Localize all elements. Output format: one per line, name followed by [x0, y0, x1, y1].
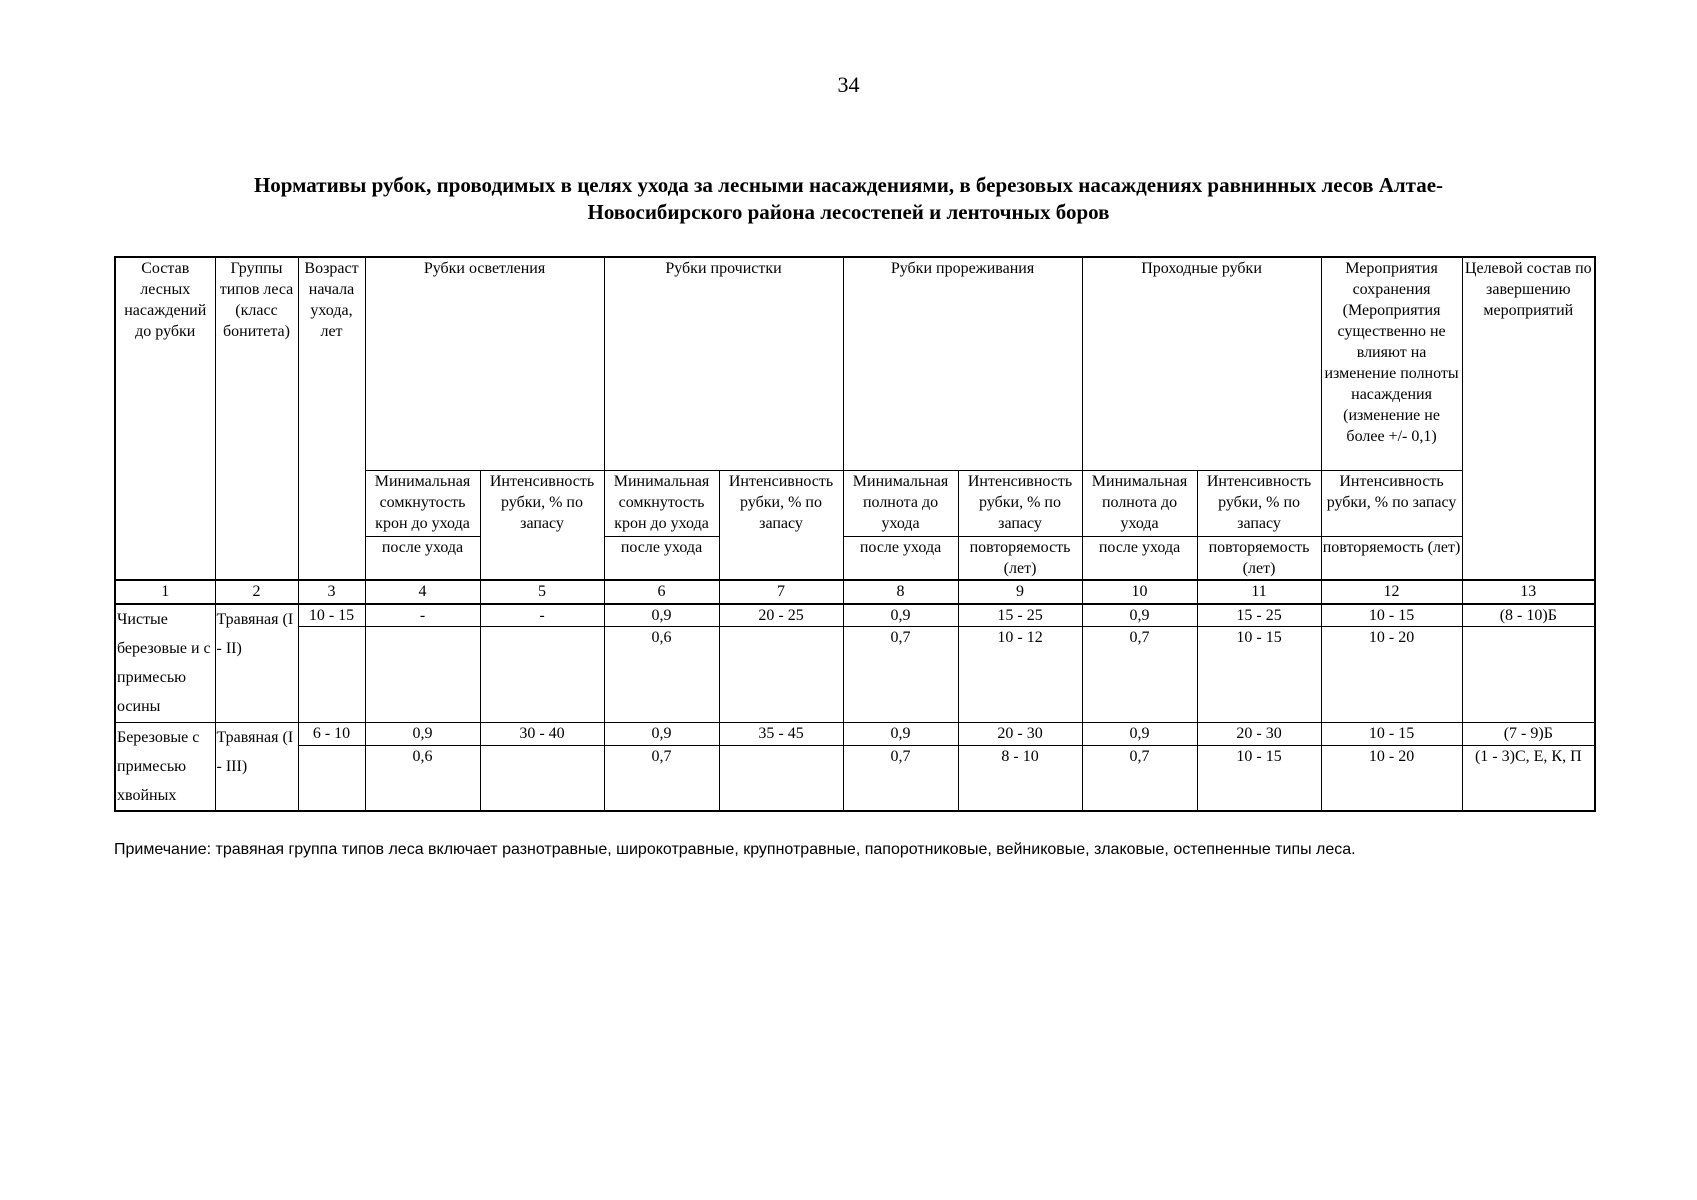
column-number: 9	[958, 580, 1082, 604]
table-row	[115, 723, 1595, 746]
table-cell: (1 - 3)С, Е, К, П	[1462, 745, 1595, 811]
table-cell: 0,9	[604, 604, 719, 627]
title-line-1: Нормативы рубок, проводимых в целях ухода за лесными насаждениями, в березовых насаждениях равнинных лесов Алтае-	[253, 173, 1444, 197]
header-composition: Состав лесных насаждений до рубки	[115, 257, 215, 580]
table-cell: 0,7	[1082, 627, 1197, 723]
row-composition: Чистые березовые и с примесью осины	[115, 604, 215, 723]
table-cell: 10 - 20	[1321, 627, 1462, 723]
table-cell	[298, 627, 365, 723]
header-periodicity-5: повторяемость (лет)	[1321, 536, 1462, 580]
table-cell	[480, 627, 604, 723]
column-number: 8	[843, 580, 958, 604]
table-note: Примечание: травяная группа типов леса включает разнотравные, широкотравные, крупнотравные, папоротниковые, вейниковые, злаковые, остепненные типы леса.	[114, 841, 1356, 858]
table-cell: 0,7	[1082, 745, 1197, 811]
column-number: 7	[719, 580, 843, 604]
header-forest-groups: Группы типов леса (класс бонитета)	[215, 257, 298, 580]
table-cell: 10 - 20	[1321, 745, 1462, 811]
column-number: 12	[1321, 580, 1462, 604]
header-min-density-3: Минимальная полнота до ухода	[843, 470, 958, 536]
table-cell: 20 - 30	[958, 723, 1082, 746]
header-after-care-3: после ухода	[843, 536, 958, 580]
table-cell: 30 - 40	[480, 723, 604, 746]
table-cell: 10 - 15	[1197, 745, 1321, 811]
norms-table	[114, 256, 1596, 812]
column-number: 10	[1082, 580, 1197, 604]
header-lightening: Рубки осветления	[365, 257, 604, 470]
header-after-care-1: после ухода	[365, 536, 480, 580]
table-cell: 0,9	[1082, 723, 1197, 746]
header-thinning: Рубки прореживания	[843, 257, 1082, 470]
table-cell: -	[365, 604, 480, 627]
table-cell: 20 - 25	[719, 604, 843, 627]
table-row	[115, 604, 1595, 627]
table-cell: 0,7	[843, 745, 958, 811]
table-cell: 15 - 25	[958, 604, 1082, 627]
header-cleaning: Рубки прочистки	[604, 257, 843, 470]
table-cell: 0,9	[1082, 604, 1197, 627]
table-cell: -	[480, 604, 604, 627]
header-intensity-4: Интенсивность рубки, % по запасу	[1197, 470, 1321, 536]
header-after-care-2: после ухода	[604, 536, 719, 580]
table-cell: 10 - 12	[958, 627, 1082, 723]
header-periodicity-4: повторяемость (лет)	[1197, 536, 1321, 580]
table-row	[115, 627, 1595, 723]
table-cell	[365, 627, 480, 723]
table-cell	[298, 745, 365, 811]
table-cell	[719, 745, 843, 811]
column-number: 1	[115, 580, 215, 604]
header-target: Целевой состав по завершению мероприятий	[1462, 257, 1595, 580]
header-min-closure-1: Минимальная сомкнутость крон до ухода	[365, 470, 480, 536]
column-number: 13	[1462, 580, 1595, 604]
column-number: 11	[1197, 580, 1321, 604]
column-number: 6	[604, 580, 719, 604]
table-cell: 0,7	[843, 627, 958, 723]
table-cell	[480, 745, 604, 811]
column-number: 2	[215, 580, 298, 604]
table-cell	[1462, 627, 1595, 723]
table-cell: 0,9	[604, 723, 719, 746]
table-cell: 8 - 10	[958, 745, 1082, 811]
table-cell: 0,9	[365, 723, 480, 746]
table-cell: 6 - 10	[298, 723, 365, 746]
table-cell: 0,6	[604, 627, 719, 723]
table-cell: 20 - 30	[1197, 723, 1321, 746]
header-intensity-5: Интенсивность рубки, % по запасу	[1321, 470, 1462, 536]
header-start-age: Возраст начала ухода, лет	[298, 257, 365, 580]
table-cell: 0,6	[365, 745, 480, 811]
table-cell: (7 - 9)Б	[1462, 723, 1595, 746]
header-min-density-4: Минимальная полнота до ухода	[1082, 470, 1197, 536]
title-line-2: Новосибирского района лесостепей и ленточных боров	[587, 200, 1110, 224]
header-conservation: Мероприятия сохранения (Мероприятия существенно не влияют на изменение полноты насаждения (изменение не более +/- 0,1)	[1321, 257, 1462, 470]
table-cell: 10 - 15	[1321, 723, 1462, 746]
header-periodicity-3: повторяемость (лет)	[958, 536, 1082, 580]
column-number: 4	[365, 580, 480, 604]
column-number-row	[115, 580, 1595, 604]
document-title	[130, 172, 1567, 226]
row-forest-group: Травяная (I - II)	[215, 604, 298, 723]
header-intensity-3: Интенсивность рубки, % по запасу	[958, 470, 1082, 536]
table-cell: 35 - 45	[719, 723, 843, 746]
table-cell: 15 - 25	[1197, 604, 1321, 627]
table-cell: (8 - 10)Б	[1462, 604, 1595, 627]
table-cell	[719, 627, 843, 723]
header-after-care-4: после ухода	[1082, 536, 1197, 580]
page-number: 34	[837, 72, 860, 97]
column-number: 3	[298, 580, 365, 604]
row-composition: Березовые с примесью хвойных	[115, 723, 215, 812]
table-row	[115, 745, 1595, 811]
table-cell: 0,7	[604, 745, 719, 811]
column-number: 5	[480, 580, 604, 604]
header-intensity-1: Интенсивность рубки, % по запасу	[480, 470, 604, 580]
table-cell: 0,9	[843, 723, 958, 746]
table-cell: 0,9	[843, 604, 958, 627]
header-min-closure-2: Минимальная сомкнутость крон до ухода	[604, 470, 719, 536]
table-cell: 10 - 15	[1197, 627, 1321, 723]
table-cell: 10 - 15	[298, 604, 365, 627]
header-intensity-2: Интенсивность рубки, % по запасу	[719, 470, 843, 580]
header-passing: Проходные рубки	[1082, 257, 1321, 470]
row-forest-group: Травяная (I - III)	[215, 723, 298, 812]
header-row-groups	[115, 257, 1595, 470]
table-cell: 10 - 15	[1321, 604, 1462, 627]
